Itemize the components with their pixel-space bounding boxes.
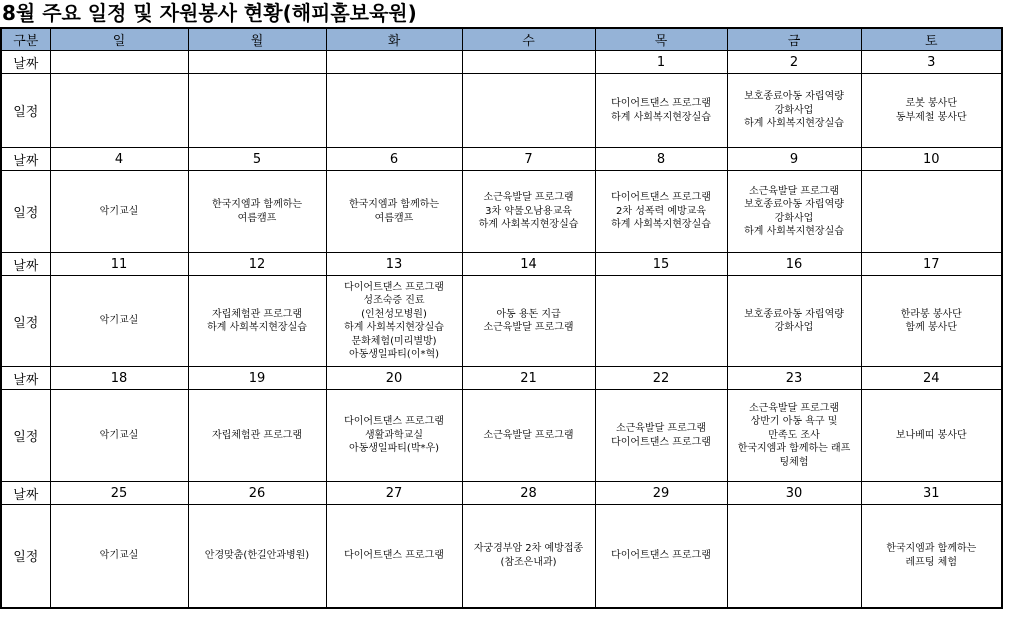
event-line: 악기교실	[99, 205, 139, 217]
events-row	[1, 276, 1002, 367]
date-cell: 3	[861, 51, 1002, 74]
event-cell	[595, 74, 727, 148]
event-cell	[326, 74, 462, 148]
event-line: 아동생일파티(이*혁)	[348, 349, 440, 360]
event-line: 2차 성폭력 예방교육	[616, 205, 706, 217]
date-cell: 13	[326, 253, 462, 276]
date-row	[1, 253, 1002, 276]
page-title: 8월 주요 일정 및 자원봉사 현황(해피홈보육원)	[2, 1, 417, 25]
event-line: 보호종료아동 자립역량	[744, 199, 844, 210]
event-line: 소근육발달 프로그램	[483, 322, 574, 333]
event-cell	[188, 390, 326, 482]
date-cell: 29	[595, 482, 727, 505]
event-line: 다이어트댄스 프로그램	[611, 436, 711, 448]
date-cell: 6	[326, 148, 462, 171]
event-cell	[727, 74, 861, 148]
date-row	[1, 482, 1002, 505]
event-cell	[462, 505, 595, 608]
event-cell	[50, 74, 188, 148]
event-line: 소근육발달 프로그램	[748, 402, 840, 414]
event-line: 여름캠프	[374, 212, 414, 224]
event-cell	[462, 74, 595, 148]
event-cell	[188, 74, 326, 148]
date-row-label: 날짜	[1, 51, 50, 74]
event-cell	[595, 171, 727, 253]
event-line: (인천성모병원)	[361, 308, 427, 320]
event-cell	[188, 171, 326, 253]
event-line: 안경맞춤(한길안과병원)	[204, 550, 310, 561]
event-cell	[861, 505, 1002, 608]
date-cell: 12	[188, 253, 326, 276]
event-line: 보나베띠 봉사단	[895, 429, 967, 441]
date-cell	[326, 51, 462, 74]
event-line: 하계 사회복지현장실습	[478, 219, 579, 231]
date-cell: 10	[861, 148, 1002, 171]
event-line: 보호종료아동 자립역량	[744, 91, 844, 103]
date-cell: 2	[727, 51, 861, 74]
event-cell	[50, 276, 188, 367]
header-day-fri: 금	[727, 28, 861, 51]
event-line: 함께 봉사단	[905, 322, 957, 333]
date-cell: 23	[727, 367, 861, 390]
events-row-label: 일정	[1, 505, 50, 608]
event-line: 문화체험(미리별방)	[351, 335, 437, 347]
event-line: 다이어트댄스 프로그램	[344, 416, 444, 428]
date-cell: 19	[188, 367, 326, 390]
event-line: 보호종료아동 자립역량	[744, 308, 844, 320]
date-cell: 26	[188, 482, 326, 505]
event-line: (참조은내과)	[500, 556, 557, 568]
event-cell	[727, 390, 861, 482]
event-cell	[727, 505, 861, 608]
event-cell	[50, 171, 188, 253]
event-cell	[188, 276, 326, 367]
event-cell	[462, 276, 595, 367]
event-cell	[50, 505, 188, 608]
events-row-label: 일정	[1, 171, 50, 253]
date-cell: 5	[188, 148, 326, 171]
date-cell	[462, 51, 595, 74]
event-line: 하계 사회복지현장실습	[611, 219, 711, 231]
event-cell	[595, 390, 727, 482]
date-cell: 22	[595, 367, 727, 390]
event-cell	[188, 505, 326, 608]
event-line: 소근육발달 프로그램	[748, 185, 840, 197]
event-cell	[595, 276, 727, 367]
event-line: 하계 사회복지현장실습	[611, 111, 711, 123]
event-line: 자립체험관 프로그램	[211, 308, 303, 320]
event-line: 악기교실	[99, 550, 139, 561]
event-cell	[727, 276, 861, 367]
header-day-mon: 월	[188, 28, 326, 51]
event-line: 만족도 조사	[768, 429, 820, 441]
event-cell	[50, 390, 188, 482]
date-cell: 24	[861, 367, 1002, 390]
events-row	[1, 74, 1002, 148]
event-line: 강화사업	[774, 104, 814, 116]
date-cell: 30	[727, 482, 861, 505]
event-line: 하계 사회복지현장실습	[344, 322, 444, 333]
date-cell: 31	[861, 482, 1002, 505]
date-cell: 25	[50, 482, 188, 505]
event-cell	[326, 171, 462, 253]
event-line: 한국지엠과 함께하는 래프	[737, 443, 851, 455]
date-row-label: 날짜	[1, 367, 50, 390]
event-line: 소근육발달 프로그램	[615, 423, 707, 434]
event-line: 한국지엠과 함께하는	[348, 199, 440, 210]
event-cell	[861, 171, 1002, 253]
event-line: 한국지엠과 함께하는	[886, 543, 977, 555]
event-line: 상반기 아동 욕구 및	[750, 416, 838, 428]
event-line: 악기교실	[99, 429, 139, 441]
event-line: 다이어트댄스 프로그램	[344, 550, 444, 561]
date-cell: 8	[595, 148, 727, 171]
header-day-sat: 토	[861, 28, 1002, 51]
event-cell	[326, 390, 462, 482]
header-row	[1, 28, 1002, 51]
header-day-wed: 수	[462, 28, 595, 51]
date-row	[1, 148, 1002, 171]
event-line: 아동 용돈 지급	[496, 308, 561, 320]
event-line: 악기교실	[99, 315, 139, 327]
event-cell	[326, 505, 462, 608]
schedule-table	[0, 27, 1003, 609]
events-row	[1, 505, 1002, 608]
event-line: 하계 사회복지현장실습	[207, 322, 307, 333]
event-line: 자궁경부암 2차 예방접종	[473, 543, 584, 555]
date-row-label: 날짜	[1, 253, 50, 276]
date-row-label: 날짜	[1, 482, 50, 505]
event-line: 한국지엠과 함께하는	[211, 199, 303, 210]
date-cell: 1	[595, 51, 727, 74]
date-row	[1, 367, 1002, 390]
event-line: 다이어트댄스 프로그램	[611, 192, 711, 204]
event-line: 다이어트댄스 프로그램	[344, 281, 444, 293]
date-cell: 15	[595, 253, 727, 276]
date-cell: 27	[326, 482, 462, 505]
date-cell: 20	[326, 367, 462, 390]
event-line: 여름캠프	[237, 212, 277, 224]
event-line: 자립체험관 프로그램	[211, 429, 303, 441]
date-cell: 16	[727, 253, 861, 276]
date-cell	[188, 51, 326, 74]
events-row	[1, 390, 1002, 482]
events-row-label: 일정	[1, 390, 50, 482]
event-line: 다이어트댄스 프로그램	[611, 98, 711, 109]
date-cell: 21	[462, 367, 595, 390]
event-cell	[595, 505, 727, 608]
event-cell	[462, 390, 595, 482]
event-line: 소근육발달 프로그램	[483, 429, 574, 441]
event-line: 로봇 봉사단	[905, 98, 957, 109]
event-line: 다이어트댄스 프로그램	[611, 550, 711, 561]
event-line: 레프팅 체험	[905, 556, 957, 568]
date-row	[1, 51, 1002, 74]
event-line: 생활과학교실	[365, 429, 423, 441]
date-cell: 7	[462, 148, 595, 171]
event-line: 강화사업	[774, 322, 814, 333]
date-cell: 18	[50, 367, 188, 390]
header-day-sun: 일	[50, 28, 188, 51]
event-cell	[326, 276, 462, 367]
date-cell: 28	[462, 482, 595, 505]
event-cell	[727, 171, 861, 253]
event-cell	[861, 390, 1002, 482]
header-day-tue: 화	[326, 28, 462, 51]
event-line: 하계 사회복지현장실습	[744, 118, 844, 130]
date-cell	[50, 51, 188, 74]
date-cell: 11	[50, 253, 188, 276]
date-row-label: 날짜	[1, 148, 50, 171]
event-line: 아동생일파티(박*우)	[348, 443, 440, 455]
date-cell: 4	[50, 148, 188, 171]
events-row-label: 일정	[1, 276, 50, 367]
event-line: 소근육발달 프로그램	[483, 192, 574, 204]
date-cell: 9	[727, 148, 861, 171]
events-row-label: 일정	[1, 74, 50, 148]
event-line: 성조숙증 진료	[363, 295, 425, 306]
date-cell: 17	[861, 253, 1002, 276]
event-line: 강화사업	[774, 212, 814, 224]
event-line: 한라봉 봉사단	[900, 308, 962, 320]
event-line: 3차 약물오남용교육	[485, 205, 572, 217]
header-label: 구분	[1, 28, 50, 51]
events-row	[1, 171, 1002, 253]
date-cell: 14	[462, 253, 595, 276]
event-cell	[861, 276, 1002, 367]
event-cell	[462, 171, 595, 253]
event-line: 팅체험	[779, 456, 809, 468]
event-line: 동부제철 봉사단	[895, 111, 967, 123]
event-cell	[861, 74, 1002, 148]
event-line: 하계 사회복지현장실습	[744, 226, 844, 237]
header-day-thu: 목	[595, 28, 727, 51]
